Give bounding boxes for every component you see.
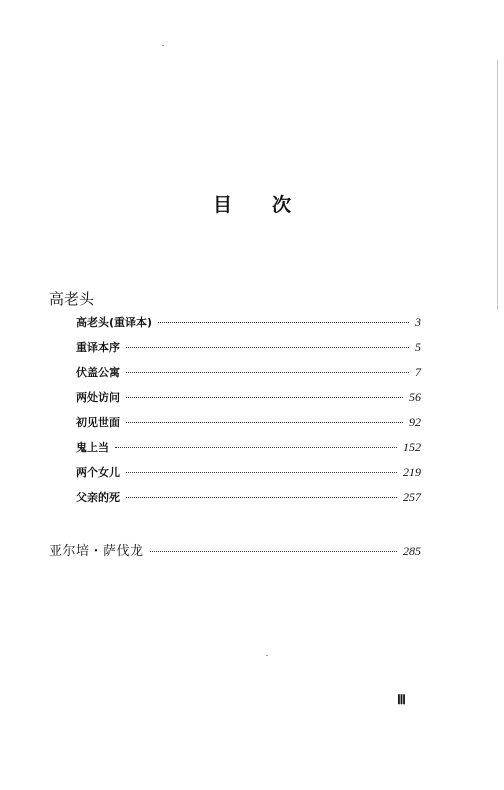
toc-entry-label: 亚尔培・萨伐龙 [49,544,144,559]
toc-entry[interactable] [76,439,421,459]
page-edge-line [497,60,498,310]
toc-entry-label: 两处访问 [76,391,120,404]
dot-leader [115,447,397,448]
dot-leader [126,497,397,498]
toc-entry-label: 伏盖公寓 [76,366,120,379]
paper-speck [266,655,268,656]
contents-heading-char-1: 目 [212,194,232,216]
dot-leader [150,551,397,552]
toc-entry-page: 285 [403,544,421,558]
dot-leader [126,397,403,398]
dot-leader [158,322,409,323]
toc-entry-page: 219 [403,465,421,479]
toc-entry-page: 3 [415,315,421,329]
toc-entry-label: 鬼上当 [76,441,109,454]
toc-entry[interactable] [76,314,421,334]
toc-entry-label: 两个女儿 [76,466,120,479]
toc-entry-second-work[interactable] [49,540,421,560]
toc-entry-label: 初见世面 [76,416,120,429]
paper-speck [162,45,164,46]
toc-entry[interactable] [76,464,421,484]
toc-entry[interactable] [76,389,421,409]
toc-entry-page: 257 [403,490,421,504]
contents-heading [0,190,504,217]
contents-heading-char-2: 次 [272,194,292,216]
toc-entry[interactable] [76,339,421,359]
toc-entry[interactable] [76,364,421,384]
toc-entry-page: 56 [409,390,421,404]
toc-entry-label: 高老头(重译本) [76,316,153,329]
toc-entry-label: 重译本序 [76,341,120,354]
dot-leader [126,372,409,373]
toc-entry-page: 92 [409,415,421,429]
toc-entry-label: 父亲的死 [76,491,120,504]
toc-entry-page: 152 [403,440,421,454]
dot-leader [126,347,409,348]
part-title: 高老头 [49,290,95,308]
toc-entry[interactable] [76,489,421,509]
page-folio: Ⅲ [397,692,405,707]
toc-entry-page: 5 [415,340,421,354]
toc-entry[interactable] [76,414,421,434]
dot-leader [126,472,397,473]
dot-leader [126,422,403,423]
toc-entry-page: 7 [415,365,421,379]
